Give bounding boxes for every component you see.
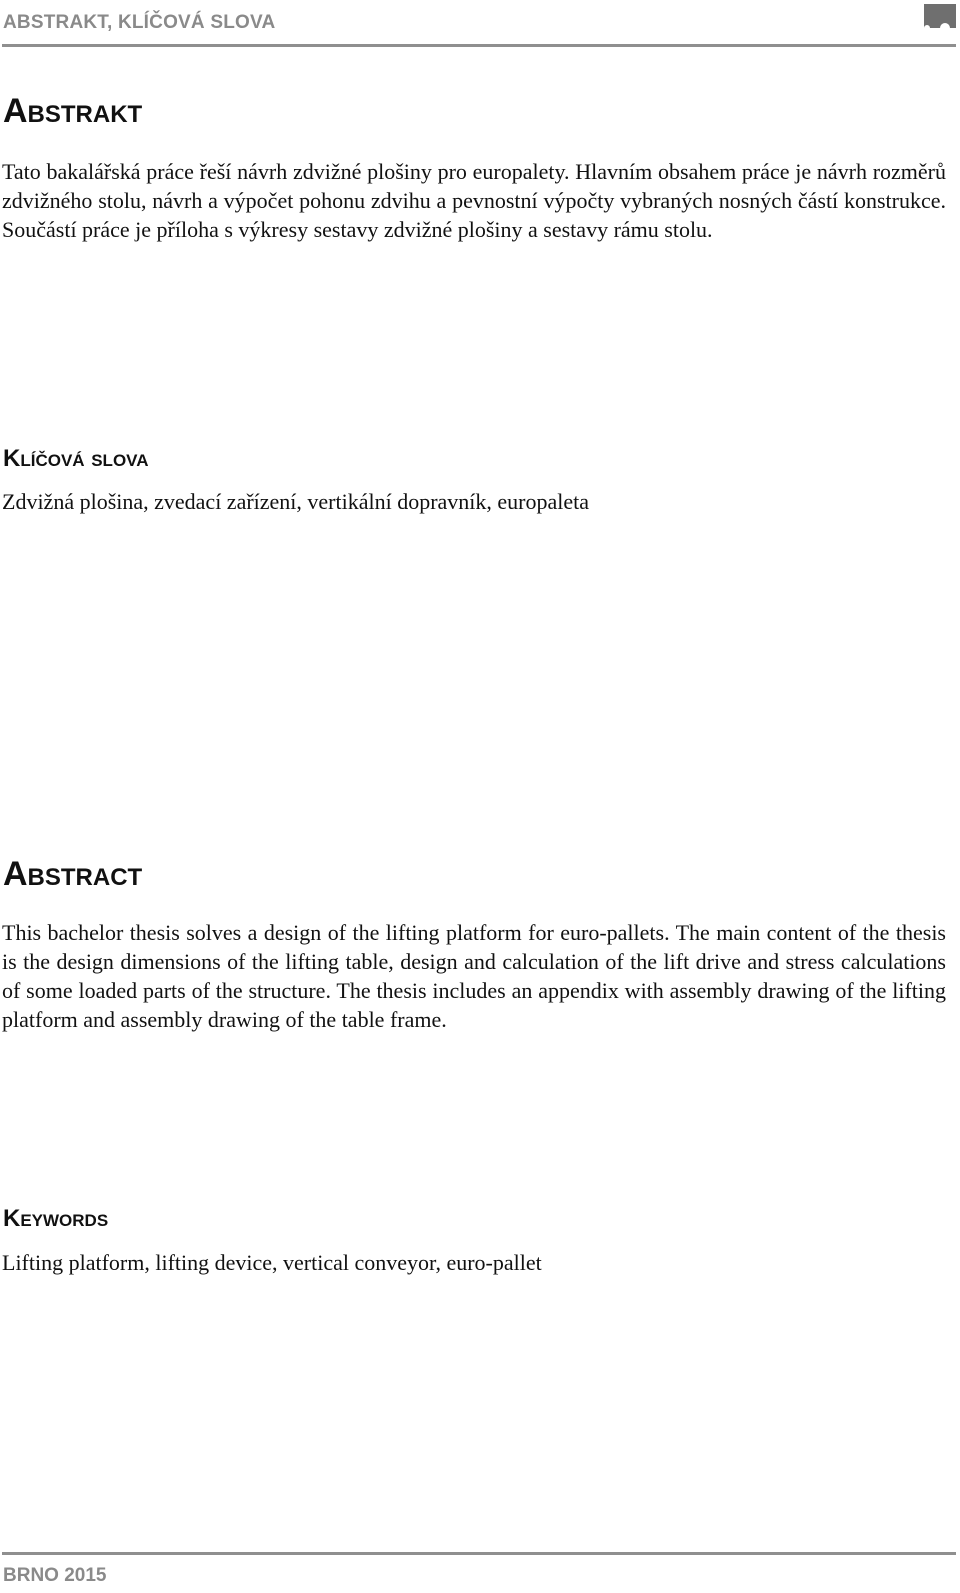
abstract-heading: Abstract — [3, 855, 143, 893]
klicova-slova-paragraph: Zdvižná plošina, zvedací zařízení, vertikální dopravník, europaleta — [2, 489, 590, 514]
header-divider — [2, 44, 956, 47]
university-logo-icon — [924, 4, 956, 34]
keywords-heading: Keywords — [3, 1205, 109, 1232]
abstrakt-heading: Abstrakt — [3, 92, 143, 130]
klicova-slova-heading: Klíčová slova — [3, 445, 149, 472]
running-footer-text: BRNO 2015 — [3, 1565, 107, 1586]
abstrakt-paragraph: Tato bakalářská práce řeší návrh zdvižné plošiny pro europalety. Hlavním obsahem práce je návrh rozměrů zdvižného stolu, návrh a výpočet pohonu zdvihu a pevnostní výpočty vybraných nosných částí konstrukce. Součástí práce je příloha s výkresy sestavy zdvižné plošiny a sestavy rámu stolu. — [2, 159, 946, 242]
running-header-title: ABSTRAKT, KLÍČOVÁ SLOVA — [3, 12, 276, 33]
footer-divider — [2, 1552, 956, 1555]
keywords-paragraph: Lifting platform, lifting device, vertical conveyor, euro-pallet — [2, 1250, 542, 1275]
abstract-paragraph: This bachelor thesis solves a design of the lifting platform for euro-pallets. The main content of the thesis is the design dimensions of the lifting table, design and calculation of the lift drive and stress calculations of some loaded parts of the structure. The thesis includes an appendix with assembly drawing of the lifting platform and assembly drawing of the table frame. — [2, 920, 946, 1032]
